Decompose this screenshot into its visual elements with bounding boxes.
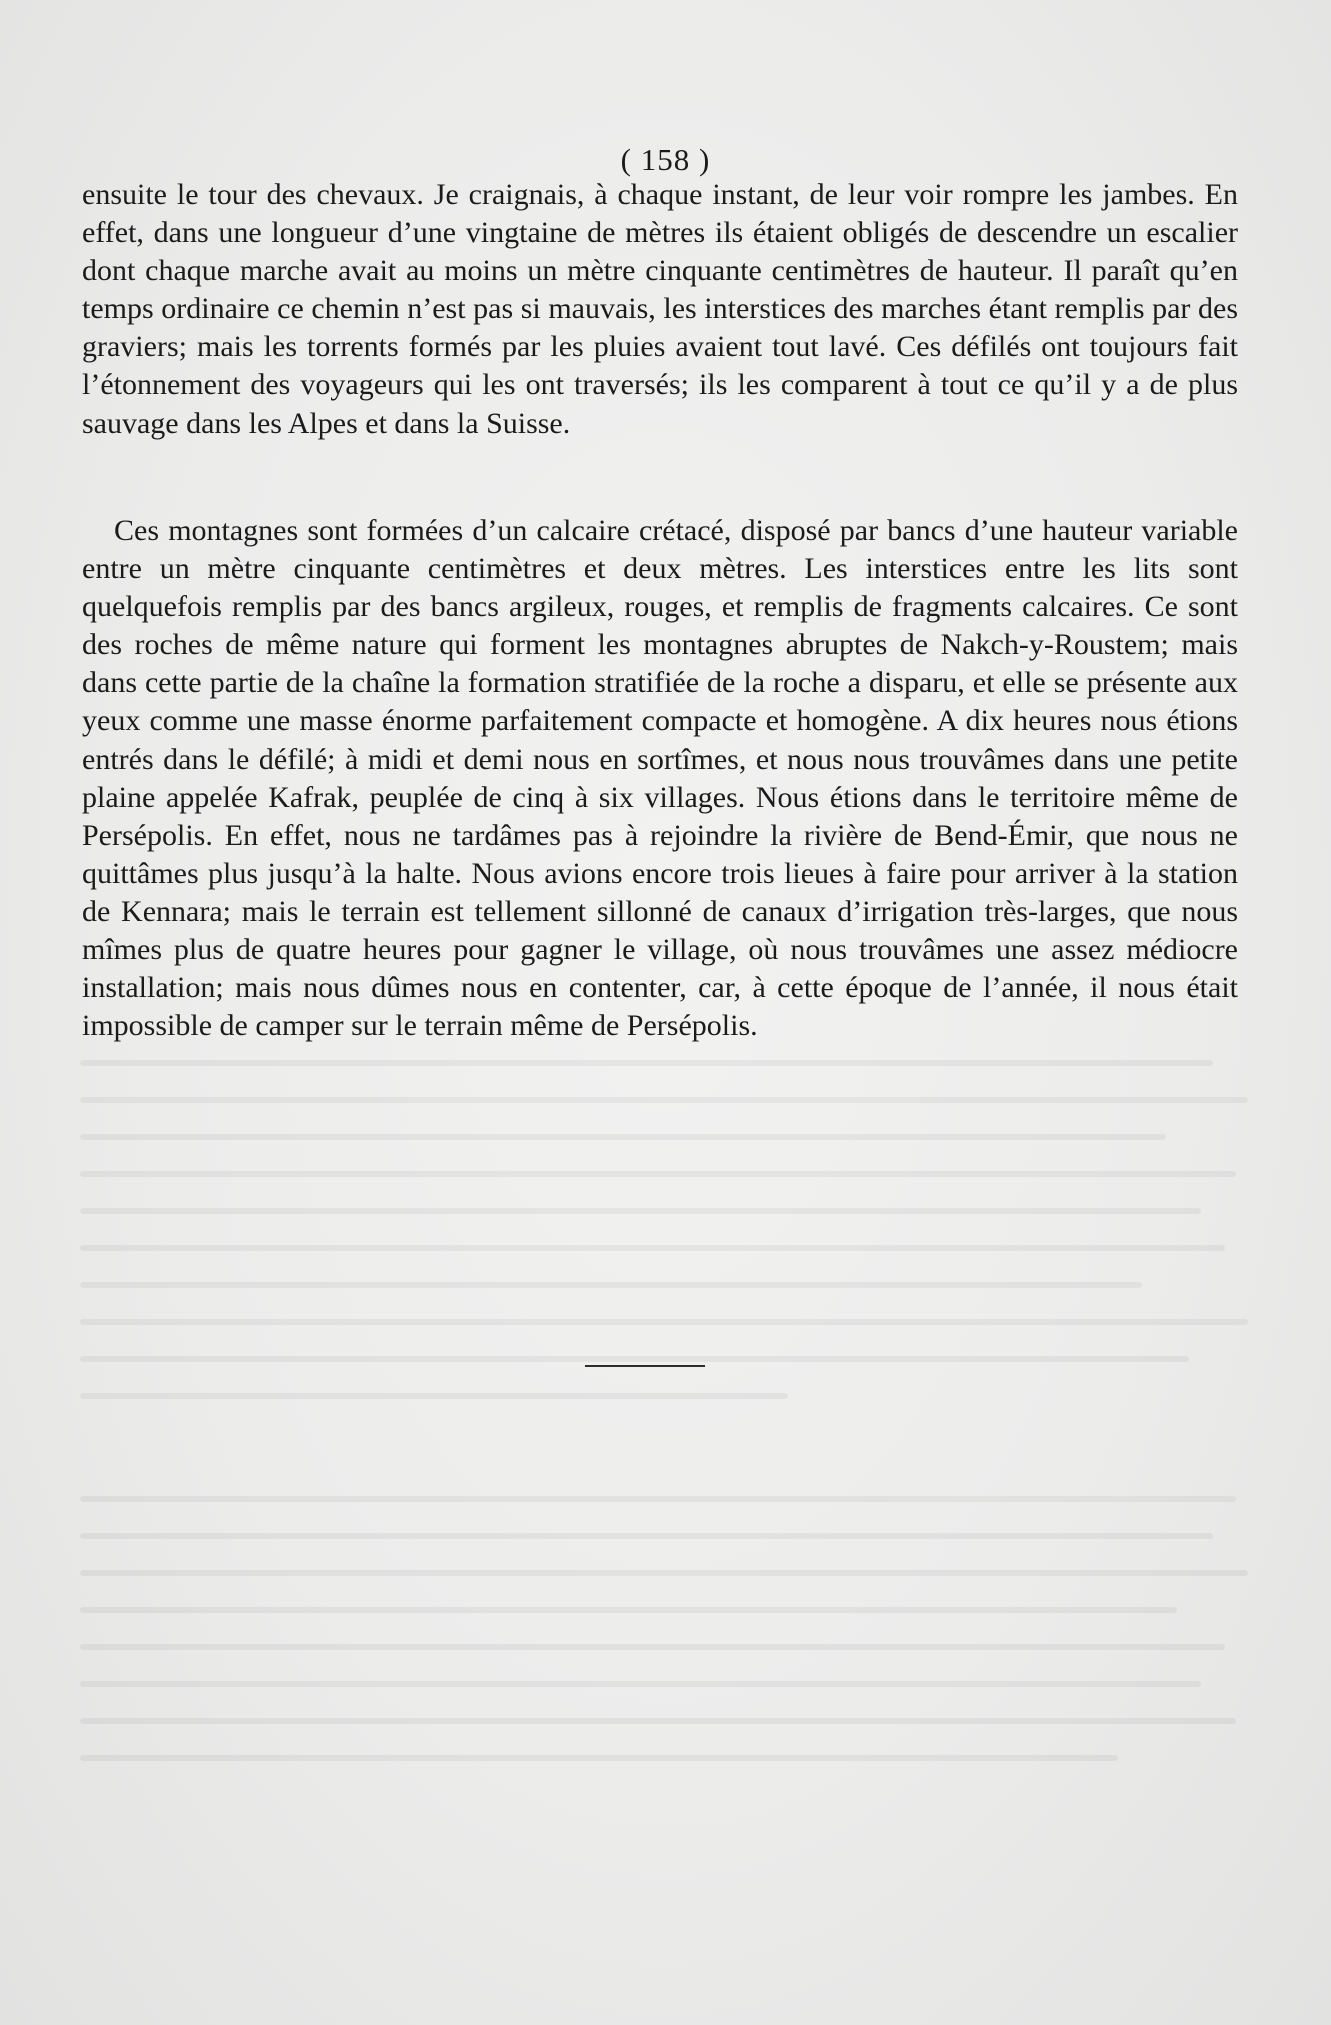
paragraph-1: ensuite le tour des chevaux. Je craignais, à chaque instant, de leur voir rompre les jambes. En effet, dans une longueur d’une vingtaine de mètres ils étaient obligés de descendre un escalier dont chaque marche avait au moins un mètre cinquante centimètres de hauteur. Il paraît qu’en temps ordinaire ce chemin n’est pas si mauvais, les interstices des marches étant remplis par des graviers; mais les torrents formés par les pluies avaient tout lavé. Ces défilés ont toujours fait l’étonnement des voyageurs qui les ont traversés; ils les comparent à tout ce qu’il y a de plus sauvage dans les Alpes et dans la Suisse. bbox=[82, 178, 1238, 440]
page-number: ( 158 ) bbox=[620, 142, 711, 177]
paragraph-2: Ces montagnes sont formées d’un calcaire crétacé, disposé par bancs d’une hauteur variable entre un mètre cinquante centimètres et deux mètres. Les interstices entre les lits sont quelquefois remplis par des bancs argileux, rouges, et remplis de fragments calcaires. Ce sont des roches de même nature qui forment les montagnes abruptes de Nakch-y-Roustem; mais dans cette partie de la chaîne la formation stratifiée de la roche a disparu, et elle se présente aux yeux comme une masse énorme parfaitement compacte et homogène. A dix heures nous étions entrés dans le défilé; à midi et demi nous en sortîmes, et nous nous trouvâmes dans une petite plaine appelée Kafrak, peuplée de cinq à six villages. Nous étions dans le territoire même de Persépolis. En effet, nous ne tardâmes pas à rejoindre la rivière de Bend-Émir, que nous ne quittâmes plus jusqu’à la halte. Nous avions encore trois lieues à faire pour arriver à la station de Kennara; mais le terrain est tellement sillonné de canaux d’irrigation très-larges, que nous mîmes plus de quatre heures pour gagner le village, où nous trouvâmes une assez médiocre installation; mais nous dûmes nous en contenter, car, à cette époque de l’année, il nous était impossible de camper sur le terrain même de Persépolis. bbox=[82, 514, 1238, 1043]
bleed-through-text bbox=[80, 1060, 1260, 1960]
section-divider bbox=[585, 1365, 705, 1367]
